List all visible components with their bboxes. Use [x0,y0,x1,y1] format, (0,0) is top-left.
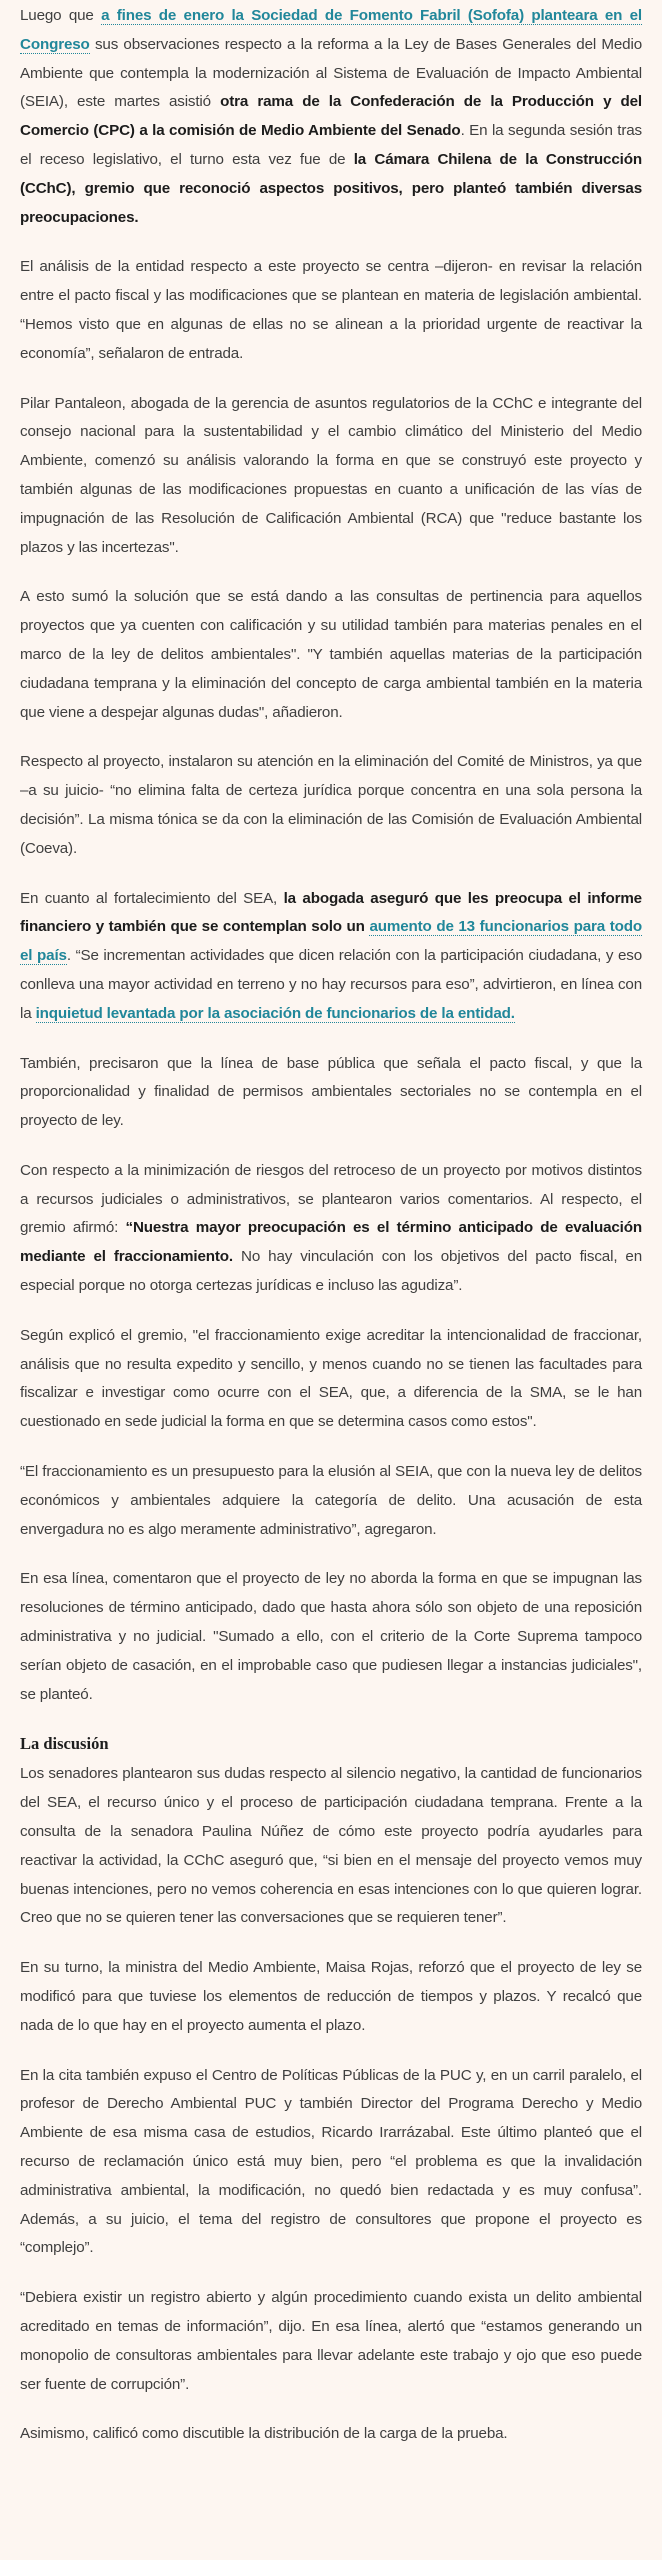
bold-text: la Cámara Chilena de la Construcción (CChC), gremio que reconoció aspectos positivos, pero planteó también diversas preocupaciones. [20,150,642,226]
paragraph: Pilar Pantaleon, abogada de la gerencia de asuntos regulatorios de la CChC e integrante del consejo nacional para la sustentabilidad y el cambio climático del Ministerio del Medio Ambiente, comenzó su análisis valorando la forma en que se construyó este proyecto y también algunas de las modificaciones propuestas en cuanto a unificación de las vías de impugnación de las Resolución de Calificación Ambiental (RCA) que "reduce bastante los plazos y las incertezas". [20,394,642,556]
paragraph: A esto sumó la solución que se está dando a las consultas de pertinencia para aquellos proyectos que ya cuenten con calificación y su utilidad también para materias penales en el marco de la ley de delitos ambientales". "Y también aquellas materias de la participación ciudadana temprana y la eliminación del concepto de carga ambiental también en la materia que viene a despejar algunas dudas", añadieron. [20,588,642,721]
paragraph-sea [20,885,642,1029]
paragraph: Los senadores plantearon sus dudas respecto al silencio negativo, la cantidad de funcionarios del SEA, el recurso único y el proceso de participación ciudadana temprana. Frente a la consulta de la senadora Paulina Núñez de cómo este proyecto podría ayudarles para reactivar la actividad, la CChC aseguró que, “si bien en el mensaje del proyecto vemos muy buenas intenciones, pero no vemos coherencia en esas intenciones con lo que quieren lograr. Creo que no se quieren tener las conversaciones que se requieren tener”. [20,1765,642,1927]
text: . “Se incrementan actividades que dicen relación con la participación ciudadana, y eso conlleva una mayor actividad en terreno y no hay recursos para eso”, advirtieron, en línea con la [20,947,642,1022]
bold-text: la abogada aseguró que les preocupa el informe financiero y también que se contemplan solo un [20,889,642,936]
paragraph: Según explicó el gremio, "el fraccionamiento exige acreditar la intencionalidad de fraccionar, análisis que no resulta expedito y sencillo, y menos cuando no se tienen las facultades para fiscalizar e investigar como ocurre con el SEA, que, a diferencia de la SMA, se le han cuestionado en sede judicial la forma en que se determina casos como estos". [20,1326,642,1431]
paragraph: En la cita también expuso el Centro de Políticas Públicas de la PUC y, en un carril paralelo, el profesor de Derecho Ambiental PUC y también Director del Programa Derecho y Medio Ambiente de esa misma casa de estudios, Ricardo Irarrázabal. Este último planteó que el recurso de reclamación único está muy bien, pero “el problema es que la invalidación administrativa ambiental, la modificación, no quedó bien redactada y es muy confusa”. Además, a su juicio, el tema del registro de consultores que propone el proyecto es “complejo”. [20,2066,642,2257]
paragraph: El análisis de la entidad respecto a este proyecto se centra –dijeron- en revisar la relación entre el pacto fiscal y las modificaciones que se plantean en materia de legislación ambiental. “Hemos visto que en algunas de ellas no se alinean a la prioridad urgente de reactivar la economía”, señalaron de entrada. [20,258,642,362]
link-13-funcionarios[interactable]: aumento de 13 funcionarios para todo el país [20,918,643,965]
paragraph-fraccionamiento [20,1157,642,1301]
paragraph: En esa línea, comentaron que el proyecto de ley no aborda la forma en que se impugnan las resoluciones de término anticipado, dado que hasta ahora sólo son objeto de una reposición administrativa y no judicial. "Sumado a ello, con el criterio de la Corte Suprema tampoco serían objeto de casación, en el improbable caso que pudiesen llegar a instancias judiciales", se planteó. [20,1570,642,1703]
paragraph: “Debiera existir un registro abierto y algún procedimiento cuando exista un delito ambiental acreditado en temas de información”, dijo. En esa línea, alertó que “estamos generando un monopolio de consultoras ambientales para llevar adelante este trabajo y ojo que eso puede ser fuente de corrupción”. [20,2289,642,2393]
paragraph: Respecto al proyecto, instalaron su atención en la eliminación del Comité de Ministros, ya que –a su juicio- “no elimina falta de certeza jurídica porque concentra en una sola persona la decisión”. La misma tónica se da con la eliminación de las Comisión de Evaluación Ambiental (Coeva). [20,753,642,857]
paragraph: Asimismo, calificó como discutible la distribución de la carga de la prueba. [20,2425,508,2443]
link-asociacion-funcionarios[interactable]: inquietud levantada por la asociación de funcionarios de la entidad. [35,1004,515,1022]
paragraph-intro [20,0,642,232]
bold-text: “Nuestra mayor preocupación es el término anticipado de evaluación mediante el fraccionamiento. [20,1219,643,1266]
text: No hay vinculación con los objetivos del pacto fiscal, en especial porque no otorga certezas jurídicas e incluso las agudiza”. [20,1248,642,1295]
paragraph: También, precisaron que la línea de base pública que señala el pacto fiscal, y que la proporcionalidad y finalidad de permisos ambientales sectoriales no se contempla en el proyecto de ley. [20,1054,642,1130]
paragraph: “El fraccionamiento es un presupuesto para la elusión al SEIA, que con la nueva ley de delitos económicos y ambientales adquiere la categoría de delito. Una acusación de esta envergadura no es algo meramente administrativo”, agregaron. [20,1463,642,1538]
text: . En la segunda sesión tras el receso legislativo, el turno esta vez fue de [20,122,642,168]
link-sofofa-congreso[interactable]: a fines de enero la Sociedad de Fomento Fabril (Sofofa) planteara en el Congreso [20,7,643,53]
text: sus observaciones respecto a la reforma a la Ley de Bases Generales del Medio Ambiente que contempla la modernización al Sistema de Evaluación de Impacto Ambiental (SEIA), este martes asistió [20,35,642,111]
bold-text: otra rama de la Confederación de la Producción y del Comercio (CPC) a la comisión de Medio Ambiente del Senado [20,93,643,140]
section-heading: La discusión [20,1734,109,1754]
text: Luego que [20,7,102,24]
paragraph: En su turno, la ministra del Medio Ambiente, Maisa Rojas, reforzó que el proyecto de ley se modificó para que tuviese los elementos de reducción de tiempos y plazos. Y recalcó que nada de lo que hay en el proyecto aumenta el plazo. [20,1959,642,2034]
text: En cuanto al fortalecimiento del SEA, [20,889,284,907]
text: Con respecto a la minimización de riesgos del retroceso de un proyecto por motivos distintos a recursos judiciales o administrativos, se plantearon varios comentarios. Al respecto, el gremio afirmó: [20,1161,642,1237]
